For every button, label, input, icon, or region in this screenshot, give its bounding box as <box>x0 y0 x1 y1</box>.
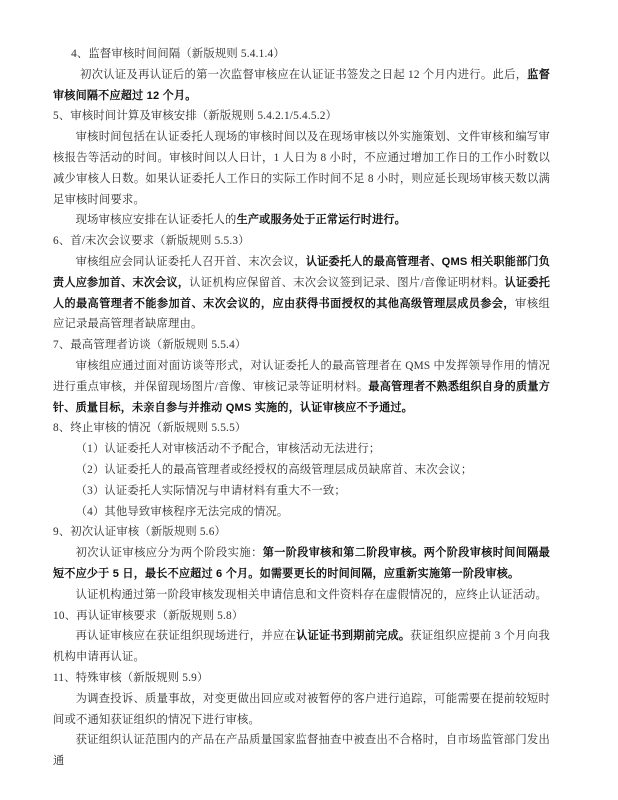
paragraph <box>53 730 550 772</box>
section-heading <box>53 106 550 127</box>
body-text: 8、终止审核的情况（新版规则 5.5.5） <box>53 422 247 435</box>
section-heading <box>53 231 550 252</box>
body-text: 认证机构应保留首、末次会议签到记录、图片/音像证明材料。 <box>189 276 505 289</box>
emphasis-text: 认证委托人的最高管理者不能参加首、末次会议的，应由获得书面授权的其他高级管理层成员参会， <box>53 276 550 310</box>
section-heading <box>53 418 550 439</box>
paragraph <box>53 210 550 231</box>
paragraph <box>53 543 550 585</box>
paragraph <box>53 252 550 335</box>
paragraph <box>53 481 550 502</box>
emphasis-text: 第一阶段审核和第二阶段审核。两个阶段审核时间间隔最短不应少于 5 日，最长不应超过 6 个月。如需要更长的时间间隔，应重新实施第一阶段审核。 <box>53 547 550 580</box>
emphasis-text: 监督审核间隔不应超过 12 个月。 <box>53 68 550 102</box>
body-text: （4）其他导致审核程序无法完成的情况。 <box>75 505 289 518</box>
body-text: 审核组应记录最高管理者缺席理由。 <box>53 297 550 331</box>
paragraph <box>53 65 550 107</box>
section-heading <box>53 668 550 689</box>
paragraph <box>53 626 550 668</box>
body-text: 初次认证审核应分为两个阶段实施： <box>75 547 263 560</box>
body-text: （1）认证委托人对审核活动不予配合，审核活动无法进行； <box>75 443 381 456</box>
body-text: 审核组应会同认证委托人召开首、末次会议， <box>75 255 306 268</box>
paragraph <box>53 689 550 731</box>
paragraph <box>53 460 550 481</box>
section-heading <box>53 44 550 65</box>
body-text: （2）认证委托人的最高管理者或经授权的高级管理层成员缺席首、末次会议； <box>75 463 473 476</box>
body-text: 获证组织应提前 3 个月向我机构申请再认证。 <box>53 630 550 664</box>
paragraph <box>53 585 550 606</box>
section-heading <box>53 335 550 356</box>
body-text: 10、再认证审核要求（新版规则 5.8） <box>53 609 244 622</box>
body-text: 4、监督审核时间间隔（新版规则 5.4.1.4） <box>71 48 285 60</box>
body-text: （3）认证委托人实际情况与申请材料有重大不一致； <box>75 484 346 497</box>
emphasis-text: 认证委托人的最高管理者、QMS 相关职能部门负责人应参加首、末次会议， <box>53 255 550 289</box>
body-text: 审核组应通过面对面访谈等形式，对认证委托人的最高管理者在 QMS 中发挥领导作用的情况进行重点审核，并保留现场图片/音像、审核记录等证明材料。 <box>53 359 550 393</box>
paragraph <box>53 127 550 210</box>
body-text: 7、最高管理者访谈（新版规则 5.5.4） <box>53 339 247 352</box>
body-text: 获证组织认证范围内的产品在产品质量国家监督抽查中被查出不合格时，自市场监管部门发出通 <box>53 734 550 768</box>
body-text: 为调查投诉、质量事故，对变更做出回应或对被暂停的客户进行追踪，可能需要在提前较短时间或不通知获证组织的情况下进行审核。 <box>53 692 550 726</box>
body-text: 审核时间包括在认证委托人现场的审核时间以及在现场审核以外实施策划、文件审核和编写审核报告等活动的时间。审核时间以人日计，1 人日为 8 小时，不应通过增加工作日的工作小时数以减少审核人日数。如果认证委托人工作日的实际工作时间不足 8 小时，则应延长现场审核天数以满足审核时间要求。 <box>53 131 550 206</box>
emphasis-text: 最高管理者不熟悉组织自身的质量方针、质量目标，未亲自参与并推动 QMS 实施的，认证审核应不予通过。 <box>53 380 550 414</box>
paragraph <box>53 502 550 523</box>
body-text: 认证机构通过第一阶段审核发现相关申请信息和文件资料存在虚假情况的，应终止认证活动。 <box>75 588 547 601</box>
body-text: 现场审核应安排在认证委托人的 <box>75 214 237 227</box>
section-heading <box>53 522 550 543</box>
paragraph <box>53 356 550 418</box>
section-heading <box>53 606 550 627</box>
body-text: 5、审核时间计算及审核安排（新版规则 5.4.2.1/5.4.5.2） <box>53 110 338 123</box>
emphasis-text: 生产或服务处于正常运行时进行。 <box>236 214 406 227</box>
body-text: 11、特殊审核（新版规则 5.9） <box>53 671 209 684</box>
body-text: 初次认证及再认证后的第一次监督审核应在认证证书签发之日起 12 个月内进行。此后， <box>80 68 528 81</box>
paragraph <box>53 439 550 460</box>
body-text: 9、初次认证审核（新版规则 5.6） <box>53 526 227 539</box>
body-text: 6、首/末次会议要求（新版规则 5.5.3） <box>53 235 250 248</box>
emphasis-text: 认证证书到期前完成。 <box>296 630 411 643</box>
body-text: 再认证审核应在获证组织现场进行，并应在 <box>75 630 297 643</box>
document-body <box>53 44 550 772</box>
